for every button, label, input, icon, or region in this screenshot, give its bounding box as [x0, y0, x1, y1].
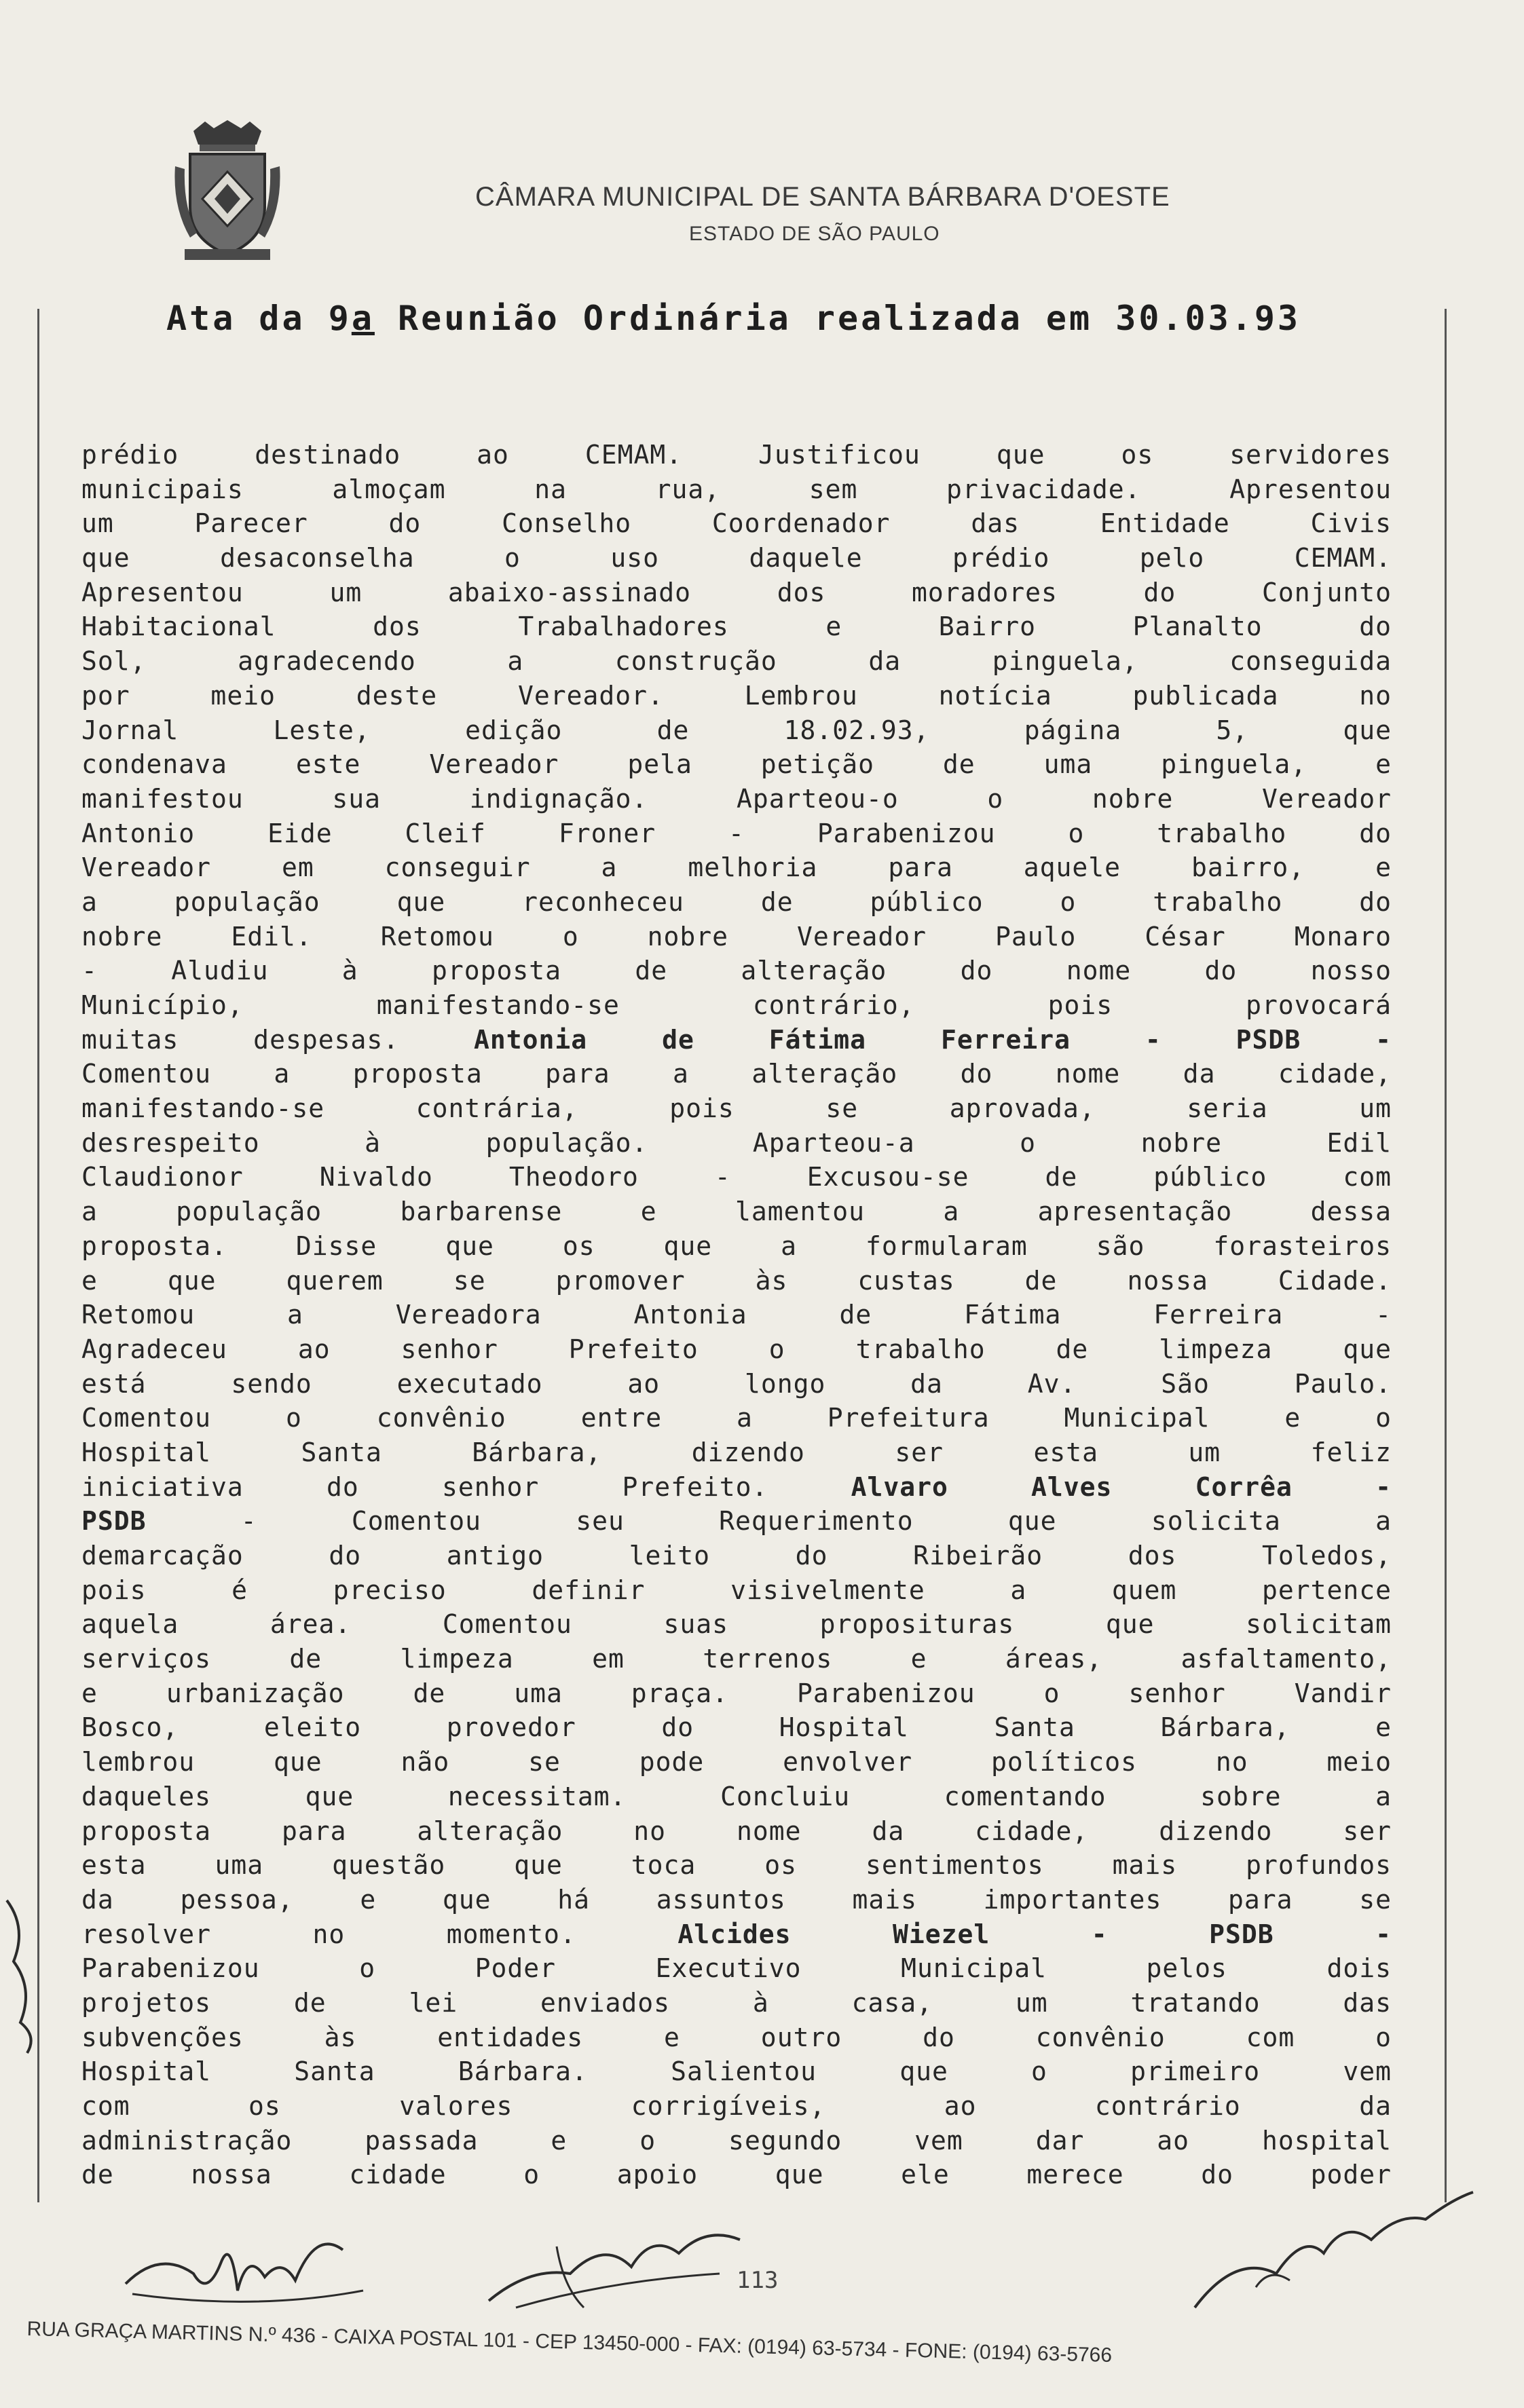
line-content: [81, 1850, 1392, 1880]
text-line: [81, 2054, 1392, 2089]
text-segment: com os valores corrigíveis, ao contrário da: [81, 2091, 1392, 2121]
text-segment: Hospital Santa Bárbara, dizendo ser esta um feliz: [81, 1437, 1392, 1467]
text-line: [81, 1917, 1392, 1952]
text-segment: Antonio Eide Cleif Froner - Parabenizou o trabalho do: [81, 818, 1392, 848]
text-segment: desrespeito à população. Aparteou-a o nobre Edil: [81, 1127, 1392, 1158]
line-content: [81, 440, 1392, 470]
text-line: [81, 1057, 1392, 1091]
text-segment: Comentou a proposta para a alteração do nome da cidade,: [81, 1059, 1392, 1089]
text-line: [81, 1745, 1392, 1780]
text-segment: - Aludiu à proposta de alteração do nome do nosso: [81, 956, 1392, 986]
text-line: [81, 1264, 1392, 1298]
text-line: [81, 1504, 1392, 1539]
line-content: [81, 1816, 1392, 1846]
text-segment: subvenções às entidades e outro do convênio com o: [81, 2022, 1392, 2052]
text-line: [81, 1780, 1392, 1814]
line-content: [81, 1678, 1392, 1708]
text-line: [81, 1229, 1392, 1264]
text-segment: projetos de lei enviados à casa, um tratando das: [81, 1987, 1392, 2018]
line-content: [81, 1747, 1392, 1777]
text-line: [81, 1091, 1392, 1126]
line-content: [81, 784, 1392, 814]
handwritten-signature: [1181, 2172, 1480, 2321]
text-line: [81, 609, 1392, 644]
text-line: [81, 1710, 1392, 1745]
line-content: [81, 1988, 1392, 2018]
text-segment: prédio destinado ao CEMAM. Justificou que os servidores: [81, 440, 1392, 470]
line-content: [81, 1609, 1392, 1639]
text-line: [81, 1332, 1392, 1367]
text-line: [81, 954, 1392, 988]
line-content: [81, 1197, 1392, 1226]
text-segment: proposta. Disse que os que a formularam são forasteiros: [81, 1230, 1392, 1261]
text-line: [81, 644, 1392, 679]
line-content: [81, 887, 1392, 917]
text-segment: iniciativa do senhor Prefeito.: [81, 1471, 851, 1502]
text-line: [81, 747, 1392, 782]
text-line: [81, 1607, 1392, 1642]
text-segment: manifestando-se contrária, pois se aprovada, seria um: [81, 1093, 1392, 1124]
text-segment: municipais almoçam na rua, sem privacidade. Apresentou: [81, 474, 1392, 504]
line-content: [81, 543, 1392, 573]
line-content: [81, 612, 1392, 641]
line-content: [81, 852, 1392, 882]
text-segment: condenava este Vereador pela petição de uma pinguela, e: [81, 749, 1392, 780]
text-line: [81, 1160, 1392, 1194]
text-segment: Agradeceu ao senhor Prefeito o trabalho de limpeza que: [81, 1334, 1392, 1364]
line-content: [81, 2091, 1392, 2121]
line-content: [81, 715, 1392, 745]
line-content: [81, 956, 1392, 985]
line-content: [81, 1919, 1392, 1949]
line-content: [81, 819, 1392, 848]
text-line: [81, 1676, 1392, 1711]
text-segment: Jornal Leste, edição de 18.02.93, página 5, que: [81, 715, 1392, 745]
line-content: [81, 1093, 1392, 1123]
text-line: [81, 1367, 1392, 1401]
line-content: [81, 1162, 1392, 1192]
text-line: [81, 438, 1392, 472]
line-content: [81, 1334, 1392, 1364]
text-segment: de nossa cidade o apoio que ele merece do poder: [81, 2160, 1392, 2190]
line-content: [81, 1059, 1392, 1089]
text-segment: proposta para alteração no nome da cidade, dizendo ser: [81, 1816, 1392, 1846]
minutes-title: [166, 299, 1388, 338]
speaker-name: Antonia de Fátima Ferreira - PSDB -: [474, 1024, 1392, 1055]
text-line: [81, 679, 1392, 713]
text-segment: Claudionor Nivaldo Theodoro - Excusou-se de público com: [81, 1162, 1392, 1192]
line-content: [81, 1128, 1392, 1158]
line-content: [81, 1266, 1392, 1296]
text-segment: Bosco, eleito provedor do Hospital Santa Bárbara, e: [81, 1712, 1392, 1743]
text-line: [81, 1986, 1392, 2020]
line-content: [81, 1506, 1392, 1536]
line-content: [81, 1575, 1392, 1605]
text-line: [81, 1951, 1392, 1986]
line-content: [81, 1885, 1392, 1915]
line-content: [81, 749, 1392, 779]
text-line: [81, 2089, 1392, 2124]
title-ordinal: a: [351, 299, 375, 338]
text-segment: Apresentou um abaixo-assinado dos moradores do Conjunto: [81, 577, 1392, 607]
text-line: [81, 885, 1392, 920]
margin-initials: [0, 1887, 48, 2056]
handwritten-signature: [119, 2209, 445, 2311]
text-line: [81, 1023, 1392, 1057]
line-content: [81, 1644, 1392, 1674]
text-line: [81, 1573, 1392, 1608]
text-line: [81, 1298, 1392, 1332]
state-name: ESTADO DE SÃO PAULO: [689, 223, 940, 245]
speaker-name: Alcides Wiezel - PSDB -: [677, 1919, 1392, 1949]
line-content: [81, 922, 1392, 952]
text-line: [81, 1126, 1392, 1161]
text-segment: a população que reconheceu de público o trabalho do: [81, 886, 1392, 917]
text-segment: Sol, agradecendo a construção da pinguela, conseguida: [81, 646, 1392, 677]
text-line: [81, 1883, 1392, 1917]
text-segment: que desaconselha o uso daquele prédio pelo CEMAM.: [81, 543, 1392, 573]
text-line: [81, 850, 1392, 885]
text-line: [81, 1435, 1392, 1470]
text-segment: muitas despesas.: [81, 1024, 475, 1055]
title-suffix: Reunião Ordinária realizada em 30.03.93: [374, 299, 1301, 338]
line-content: [81, 508, 1392, 538]
text-segment: esta uma questão que toca os sentimentos mais profundos: [81, 1850, 1392, 1881]
text-line: [81, 782, 1392, 816]
line-content: [81, 1472, 1392, 1502]
text-line: [81, 988, 1392, 1023]
line-content: [81, 2023, 1392, 2052]
line-content: [81, 1712, 1392, 1742]
line-content: [81, 2056, 1392, 2086]
line-content: [81, 1782, 1392, 1811]
text-segment: demarcação do antigo leito do Ribeirão dos Toledos,: [81, 1541, 1392, 1570]
speaker-name: PSDB: [81, 1506, 147, 1537]
text-segment: Município, manifestando-se contrário, pois provocará: [81, 990, 1392, 1020]
line-content: [81, 1231, 1392, 1261]
line-content: [81, 2126, 1392, 2156]
text-segment: Parabenizou o Poder Executivo Municipal pelos dois: [81, 1953, 1392, 1984]
text-segment: está sendo executado ao longo da Av. São Paulo.: [81, 1368, 1392, 1399]
line-content: [81, 681, 1392, 711]
handwritten-signature: [475, 2213, 760, 2321]
text-segment: Vereador em conseguir a melhoria para aquele bairro, e: [81, 852, 1392, 883]
text-line: [81, 1814, 1392, 1849]
line-content: [81, 1437, 1392, 1467]
text-segment: da pessoa, e que há assuntos mais importantes para se: [81, 1884, 1392, 1915]
line-content: [81, 474, 1392, 504]
text-segment: e urbanização de uma praça. Parabenizou o senhor Vandir: [81, 1678, 1392, 1708]
line-content: [81, 646, 1392, 676]
text-line: [81, 1470, 1392, 1505]
text-segment: Hospital Santa Bárbara. Salientou que o primeiro vem: [81, 2056, 1392, 2087]
line-content: [81, 1403, 1392, 1433]
line-content: [81, 1025, 1392, 1055]
title-prefix: Ata da 9: [166, 299, 352, 338]
text-line: [81, 920, 1392, 954]
text-segment: daqueles que necessitam. Concluiu comentando sobre a: [81, 1781, 1392, 1811]
chamber-name: CÂMARA MUNICIPAL DE SANTA BÁRBARA D'OESTE: [475, 182, 1170, 212]
footer-address: RUA GRAÇA MARTINS N.º 436 - CAIXA POSTAL 101 - CEP 13450-000 - FAX: (0194) 63-5734 - FONE: (0194) 63-5766: [26, 2318, 1113, 2367]
line-content: [81, 1369, 1392, 1399]
text-line: [81, 472, 1392, 507]
line-content: [81, 1953, 1392, 1983]
text-line: [81, 1848, 1392, 1883]
text-segment: - Comentou seu Requerimento que solicita a: [146, 1506, 1392, 1537]
text-segment: um Parecer do Conselho Coordenador das Entidade Civis: [81, 508, 1392, 539]
speaker-name: Alvaro Alves Corrêa -: [851, 1471, 1392, 1502]
text-segment: manifestou sua indignação. Aparteou-o o nobre Vereador: [81, 783, 1392, 814]
page-number: 113: [737, 2267, 779, 2294]
text-segment: por meio deste Vereador. Lembrou notícia publicada no: [81, 680, 1392, 711]
text-segment: Habitacional dos Trabalhadores e Bairro Planalto do: [81, 612, 1392, 642]
text-segment: serviços de limpeza em terrenos e áreas, asfaltamento,: [81, 1644, 1392, 1674]
text-segment: e que querem se promover às custas de nossa Cidade.: [81, 1265, 1392, 1296]
text-segment: pois é preciso definir visivelmente a quem pertence: [81, 1575, 1392, 1605]
text-segment: aquela área. Comentou suas proposituras que solicitam: [81, 1609, 1392, 1640]
line-content: [81, 1541, 1392, 1570]
text-segment: nobre Edil. Retomou o nobre Vereador Paulo César Monaro: [81, 921, 1392, 952]
text-line: [81, 1194, 1392, 1229]
minutes-body: [81, 438, 1392, 2192]
text-line: [81, 1539, 1392, 1573]
municipal-coat-of-arms: [170, 119, 285, 265]
text-line: [81, 576, 1392, 610]
text-line: [81, 2124, 1392, 2158]
text-line: [81, 816, 1392, 851]
text-line: [81, 1401, 1392, 1435]
text-segment: a população barbarense e lamentou a apresentação dessa: [81, 1197, 1392, 1227]
text-segment: administração passada e o segundo vem dar ao hospital: [81, 2125, 1392, 2156]
text-line: [81, 713, 1392, 748]
right-margin-rule: [1445, 309, 1447, 2202]
line-content: [81, 578, 1392, 607]
line-content: [81, 990, 1392, 1020]
text-line: [81, 506, 1392, 541]
text-segment: Retomou a Vereadora Antonia de Fátima Ferreira -: [81, 1300, 1392, 1330]
text-segment: resolver no momento.: [81, 1919, 678, 1949]
text-line: [81, 2020, 1392, 2055]
text-line: [81, 541, 1392, 576]
line-content: [81, 1300, 1392, 1330]
text-line: [81, 1642, 1392, 1676]
text-segment: Comentou o convênio entre a Prefeitura Municipal e o: [81, 1403, 1392, 1433]
text-segment: lembrou que não se pode envolver políticos no meio: [81, 1747, 1392, 1777]
